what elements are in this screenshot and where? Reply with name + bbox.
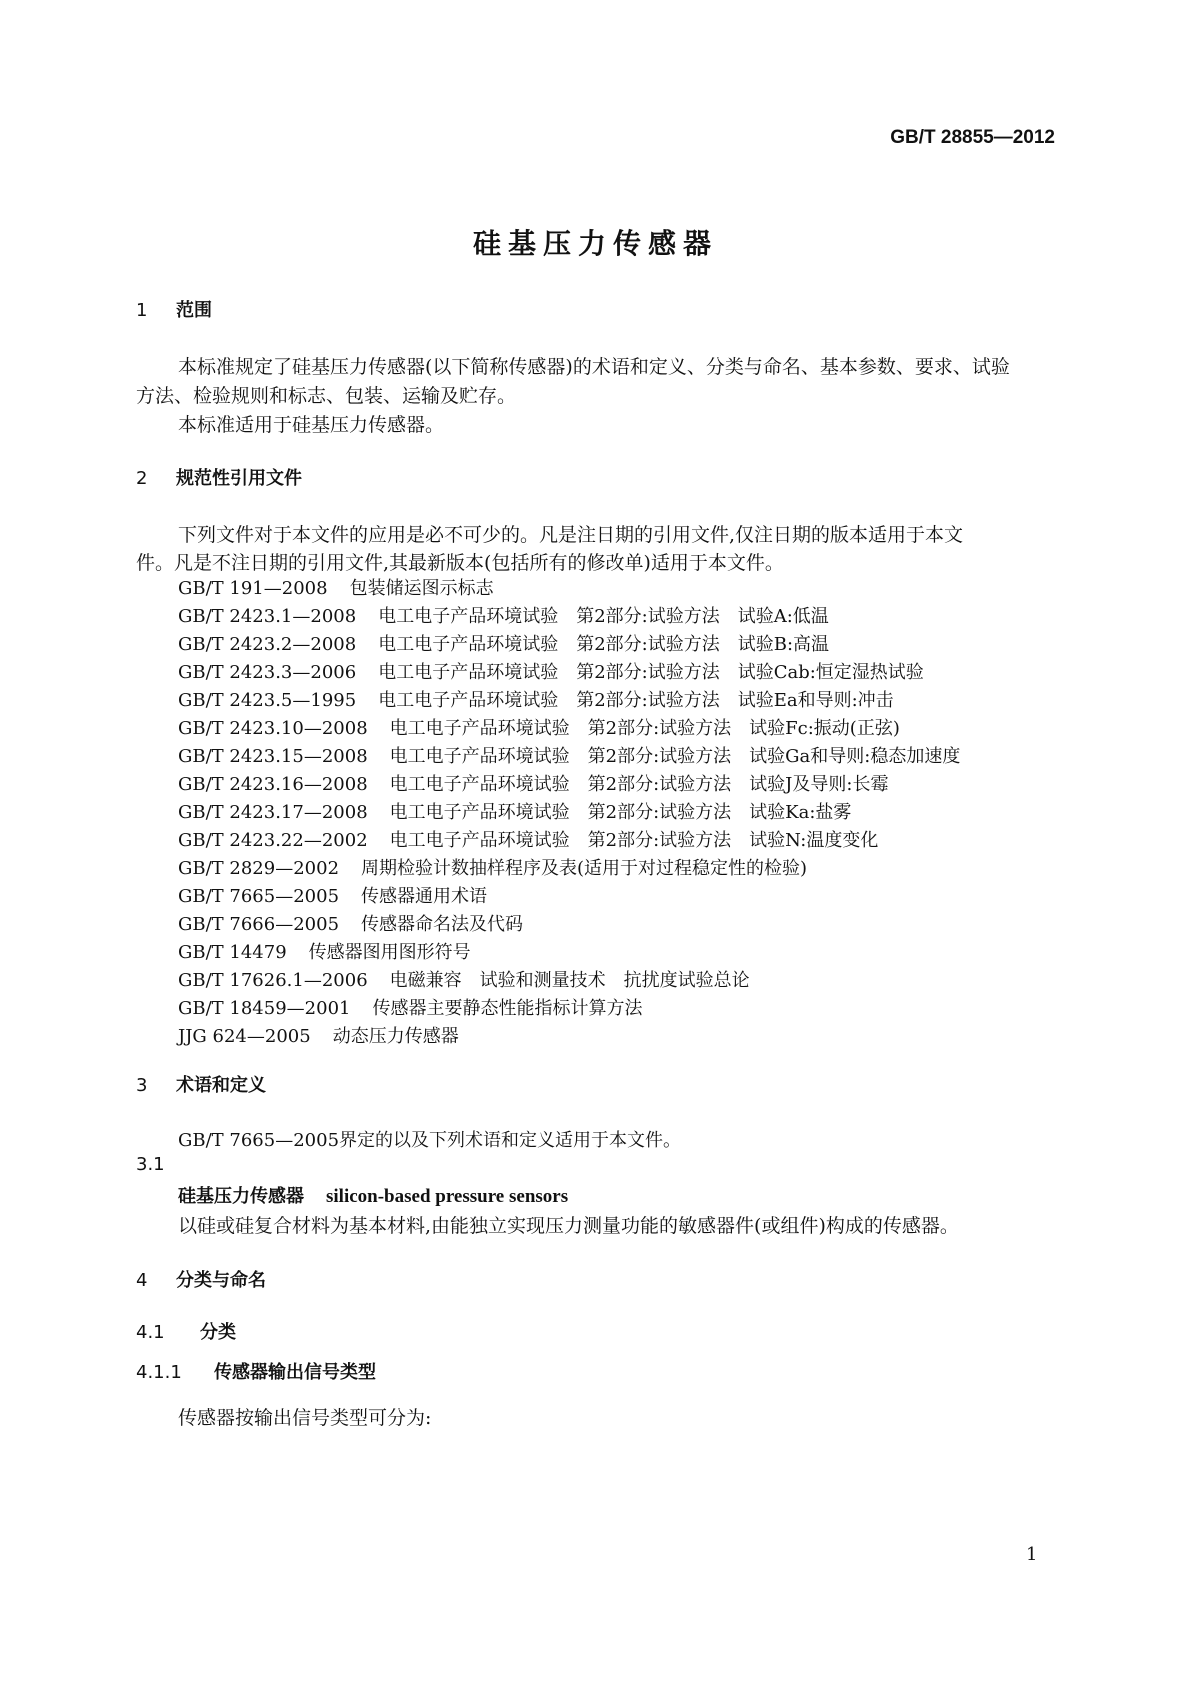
reference-item: [178, 966, 960, 994]
reference-title: 电工电子产品环境试验 第2部分:试验方法 试验Ka:盐雾: [389, 802, 852, 823]
reference-title: 电工电子产品环境试验 第2部分:试验方法 试验A:低温: [378, 606, 829, 627]
reference-item: [178, 1022, 960, 1050]
section-number: 3: [136, 1075, 148, 1096]
subsubsection-number: 4.1.1: [136, 1362, 182, 1383]
section-1-heading: [136, 296, 212, 322]
section-title: 术语和定义: [176, 1075, 266, 1096]
document-title: 硅基压力传感器: [472, 227, 718, 260]
term-number: 3.1: [136, 1154, 165, 1175]
section-4-heading: [136, 1266, 266, 1292]
paragraph-line: 本标准规定了硅基压力传感器(以下简称传感器)的术语和定义、分类与命名、基本参数、要求、试验: [178, 356, 1010, 378]
reference-item: [178, 994, 960, 1022]
paragraph-line: 下列文件对于本文件的应用是必不可少的。凡是注日期的引用文件,仅注日期的版本适用于本文: [178, 524, 964, 546]
reference-item: [178, 742, 960, 770]
reference-title: 电工电子产品环境试验 第2部分:试验方法 试验Ea和导则:冲击: [378, 690, 894, 711]
paragraph-line: 方法、检验规则和标志、包装、运输及贮存。: [136, 385, 517, 407]
reference-title: 电工电子产品环境试验 第2部分:试验方法 试验Ga和导则:稳态加速度: [389, 746, 961, 767]
reference-code: JJG 624—2005: [178, 1026, 311, 1047]
reference-code: GB/T 2423.17—2008: [178, 802, 368, 823]
reference-item: [178, 770, 960, 798]
section-title: 分类与命名: [176, 1270, 266, 1291]
reference-title: 传感器主要静态性能指标计算方法: [372, 998, 643, 1019]
standard-number: GB/T 28855—2012: [890, 127, 1055, 148]
reference-item: [178, 826, 960, 854]
reference-title: 传感器图用图形符号: [308, 942, 471, 963]
subsubsection-heading: [136, 1358, 376, 1384]
reference-title: 传感器通用术语: [361, 886, 488, 907]
reference-code: GB/T 7666—2005: [178, 914, 340, 935]
reference-title: 动态压力传感器: [332, 1026, 459, 1047]
reference-title: 周期检验计数抽样程序及表(适用于对过程稳定性的检验): [361, 858, 808, 879]
reference-code: GB/T 2423.5—1995: [178, 690, 357, 711]
section-number: 1: [136, 300, 148, 321]
reference-title: 电工电子产品环境试验 第2部分:试验方法 试验J及导则:长霉: [389, 774, 889, 795]
reference-code: GB/T 2423.3—2006: [178, 662, 357, 683]
reference-title: 电工电子产品环境试验 第2部分:试验方法 试验Cab:恒定湿热试验: [378, 662, 924, 683]
reference-code: GB/T 17626.1—2006: [178, 970, 368, 991]
reference-item: [178, 602, 960, 630]
term-chinese: 硅基压力传感器: [178, 1186, 304, 1207]
term-heading: [178, 1182, 568, 1208]
reference-code: GB/T 7665—2005: [178, 886, 340, 907]
section-number: 2: [136, 468, 148, 489]
term-english: silicon-based pressure sensors: [326, 1186, 569, 1207]
paragraph-line: 传感器按输出信号类型可分为:: [178, 1407, 432, 1429]
reference-item: [178, 630, 960, 658]
reference-item: [178, 574, 960, 602]
paragraph-line: GB/T 7665—2005界定的以及下列术语和定义适用于本文件。: [178, 1130, 682, 1151]
reference-title: 传感器命名法及代码: [361, 914, 524, 935]
reference-item: [178, 882, 960, 910]
subsection-number: 4.1: [136, 1322, 165, 1343]
section-2-heading: [136, 464, 302, 490]
section-title: 规范性引用文件: [176, 468, 302, 489]
section-title: 范围: [176, 300, 212, 321]
reference-title: 电工电子产品环境试验 第2部分:试验方法 试验B:高温: [378, 634, 830, 655]
reference-code: GB/T 18459—2001: [178, 998, 351, 1019]
reference-title: 包装储运图示标志: [349, 578, 494, 599]
subsection-heading: [136, 1318, 236, 1344]
reference-code: GB/T 2423.10—2008: [178, 718, 368, 739]
reference-item: [178, 854, 960, 882]
reference-item: [178, 910, 960, 938]
reference-code: GB/T 14479: [178, 942, 287, 963]
paragraph-line: 本标准适用于硅基压力传感器。: [178, 414, 445, 436]
section-number: 4: [136, 1270, 148, 1291]
reference-item: [178, 798, 960, 826]
page-number: 1: [1026, 1544, 1038, 1565]
subsubsection-title: 传感器输出信号类型: [214, 1362, 376, 1383]
reference-title: 电工电子产品环境试验 第2部分:试验方法 试验Fc:振动(正弦): [389, 718, 900, 739]
reference-code: GB/T 2423.2—2008: [178, 634, 357, 655]
reference-code: GB/T 2423.22—2002: [178, 830, 368, 851]
term-definition: 以硅或硅复合材料为基本材料,由能独立实现压力测量功能的敏感器件(或组件)构成的传感器。: [178, 1215, 959, 1237]
reference-title: 电工电子产品环境试验 第2部分:试验方法 试验N:温度变化: [389, 830, 879, 851]
reference-item: [178, 686, 960, 714]
reference-code: GB/T 2423.15—2008: [178, 746, 368, 767]
reference-item: [178, 938, 960, 966]
reference-code: GB/T 2829—2002: [178, 858, 340, 879]
reference-code: GB/T 2423.1—2008: [178, 606, 357, 627]
paragraph-line: 件。凡是不注日期的引用文件,其最新版本(包括所有的修改单)适用于本文件。: [136, 552, 784, 574]
reference-title: 电磁兼容 试验和测量技术 抗扰度试验总论: [389, 970, 750, 991]
reference-code: GB/T 2423.16—2008: [178, 774, 368, 795]
subsection-title: 分类: [200, 1322, 236, 1343]
reference-item: [178, 658, 960, 686]
reference-code: GB/T 191—2008: [178, 578, 328, 599]
reference-item: [178, 714, 960, 742]
section-3-heading: [136, 1071, 266, 1097]
reference-list: [178, 574, 960, 1050]
